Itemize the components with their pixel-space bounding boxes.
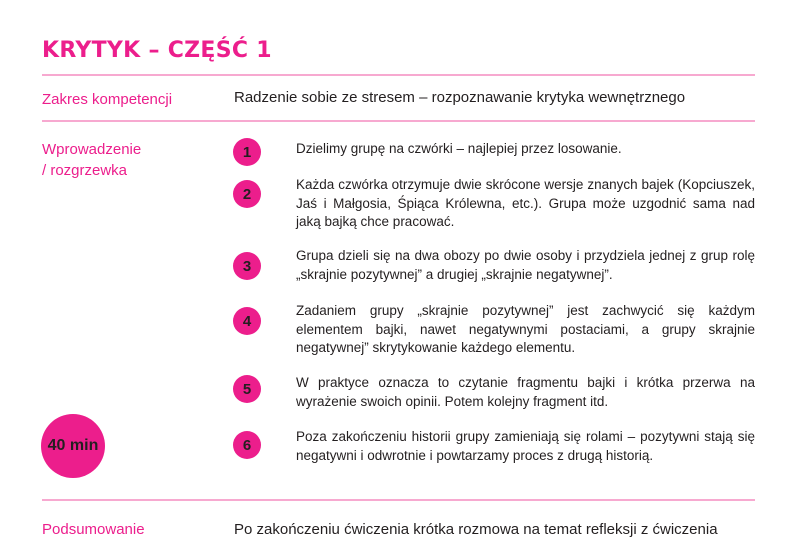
step-text: Dzielimy grupę na czwórki – najlepiej przez losowanie.: [296, 141, 622, 156]
step-number: 3: [233, 252, 261, 280]
divider: [42, 120, 755, 122]
intro-label: [42, 139, 141, 181]
competence-label: Zakres kompetencji: [42, 91, 173, 108]
step-text: Poza zakończeniu historii grupy zamieniają się rolami – pozytywni stają się negatywni i odwrotnie i powtarzamy proces z drugą historią.: [296, 429, 755, 463]
intro-label-line2: / rozgrzewka: [42, 162, 128, 179]
step-text: Każda czwórka otrzymuje dwie skrócone wersje znanych bajek (Kopciuszek, Jaś i Małgosia, Śpiąca Królewna, etc.). Grupa może uzgodnić sama nad jaką bajką chce pracować.: [296, 177, 755, 229]
intro-label-line1: Wprowadzenie: [42, 141, 142, 158]
step-number: 5: [233, 375, 261, 403]
time-badge: 40 min: [41, 414, 105, 478]
summary-label: Podsumowanie: [42, 521, 145, 538]
divider: [42, 499, 755, 501]
step-text: Zadaniem grupy „skrajnie pozytywnej” jest zachwycić się każdym elementem bajki, nawet negatywnymi postaciami, a grupy skrajnie negatywnej” skrytykowanie każdego elementu.: [296, 303, 755, 355]
step-text: W praktyce oznacza to czytanie fragmentu bajki i krótka przerwa na wyrażenie swoich opinii. Potem kolejny fragment itd.: [296, 375, 755, 409]
step-number: 2: [233, 180, 261, 208]
step-text: Grupa dzieli się na dwa obozy po dwie osoby i przydziela jednej z grup rolę „skrajnie pozytywnej” a drugiej „skrajnie negatywnej”.: [296, 248, 755, 282]
step-number: 1: [233, 138, 261, 166]
step-number: 4: [233, 307, 261, 335]
divider: [42, 74, 755, 76]
competence-value: Radzenie sobie ze stresem – rozpoznawanie krytyka wewnętrznego: [234, 89, 686, 106]
page-title: KRYTYK – CZĘŚĆ 1: [42, 38, 272, 63]
summary-text: Po zakończeniu ćwiczenia krótka rozmowa na temat refleksji z ćwiczenia: [234, 521, 718, 538]
step-number: 6: [233, 431, 261, 459]
